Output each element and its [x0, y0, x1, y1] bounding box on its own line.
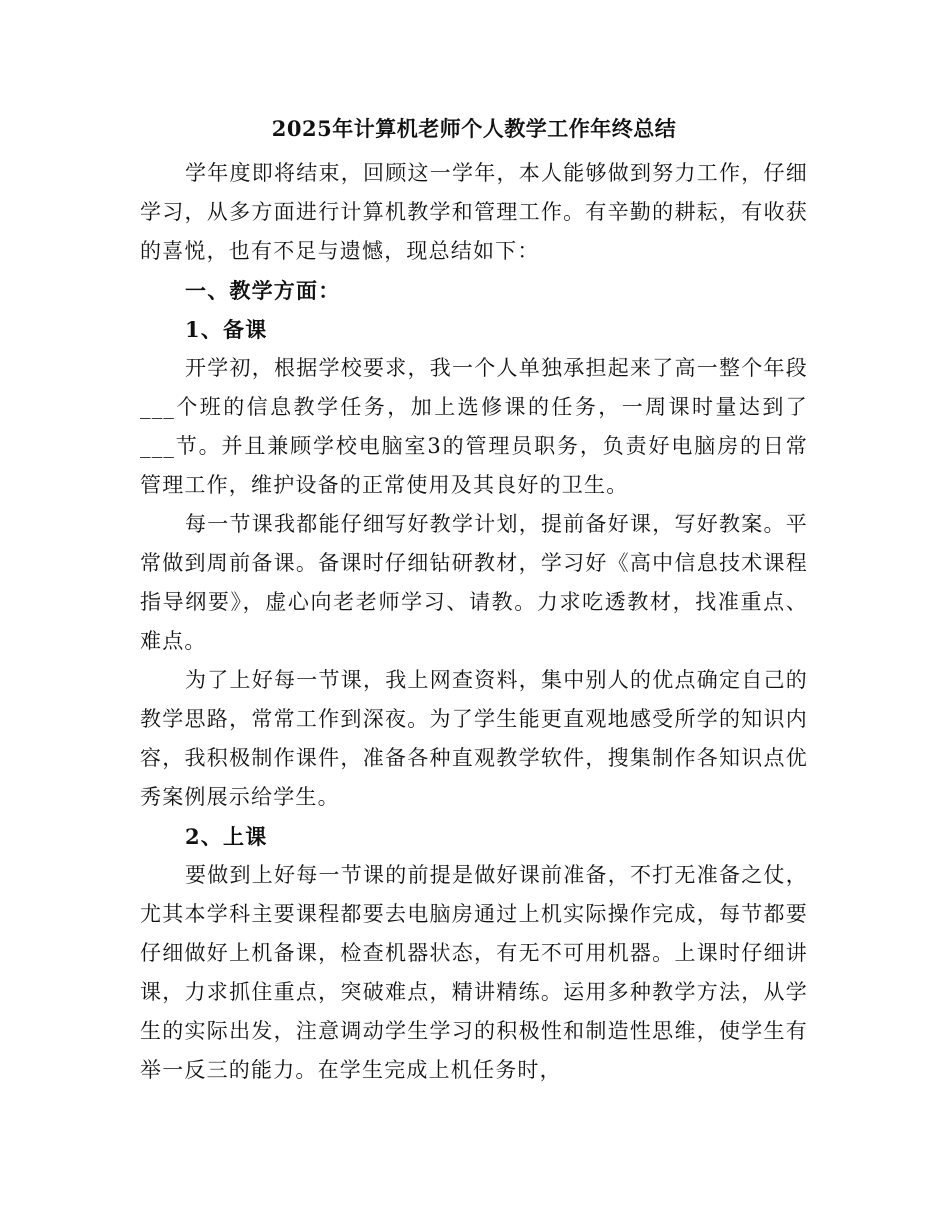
- subsection-heading-lesson-prep: 1、备课: [185, 317, 268, 342]
- lesson-prep-paragraph-1: 开学初，根据学校要求，我一个人单独承担起来了高一整个年段___个班的信息教学任务，加上选修课的任务，一周课时量达到了___节。并且兼顾学校电脑室3的管理员职务，负责好电脑房的日常管理工作，维护设备的正常使用及其良好的卫生。: [140, 356, 808, 497]
- document-title: 2025年计算机老师个人教学工作年终总结: [271, 116, 677, 141]
- lesson-prep-paragraph-3: 为了上好每一节课，我上网查资料，集中别人的优点确定自己的教学思路，常常工作到深夜。为了学生能更直观地感受所学的知识内容，我积极制作课件，准备各种直观教学软件，搜集制作各知识点优秀案例展示给学生。: [140, 668, 808, 809]
- section-heading-teaching: 一、教学方面：: [185, 278, 341, 303]
- subsection-heading-teaching-class: 2、上课: [185, 824, 268, 849]
- intro-paragraph: 学年度即将结束，回顾这一学年，本人能够做到努力工作，仔细学习，从多方面进行计算机教学和管理工作。有辛勤的耕耘，有收获的喜悦，也有不足与遗憾，现总结如下：: [140, 161, 808, 263]
- teaching-class-paragraph-1: 要做到上好每一节课的前提是做好课前准备，不打无准备之仗，尤其本学科主要课程都要去电脑房通过上机实际操作完成，每节都要仔细做好上机备课，检查机器状态，有无不可用机器。上课时仔细讲课，力求抓住重点，突破难点，精讲精练。运用多种教学方法，从学生的实际出发，注意调动学生学习的积极性和制造性思维，使学生有举一反三的能力。在学生完成上机任务时，: [140, 863, 808, 1082]
- document-body: [140, 112, 808, 1090]
- lesson-prep-paragraph-2: 每一节课我都能仔细写好教学计划，提前备好课，写好教案。平常做到周前备课。备课时仔细钻研教材，学习好《高中信息技术课程指导纲要》，虚心向老老师学习、请教。力求吃透教材，找准重点、难点。: [140, 512, 808, 653]
